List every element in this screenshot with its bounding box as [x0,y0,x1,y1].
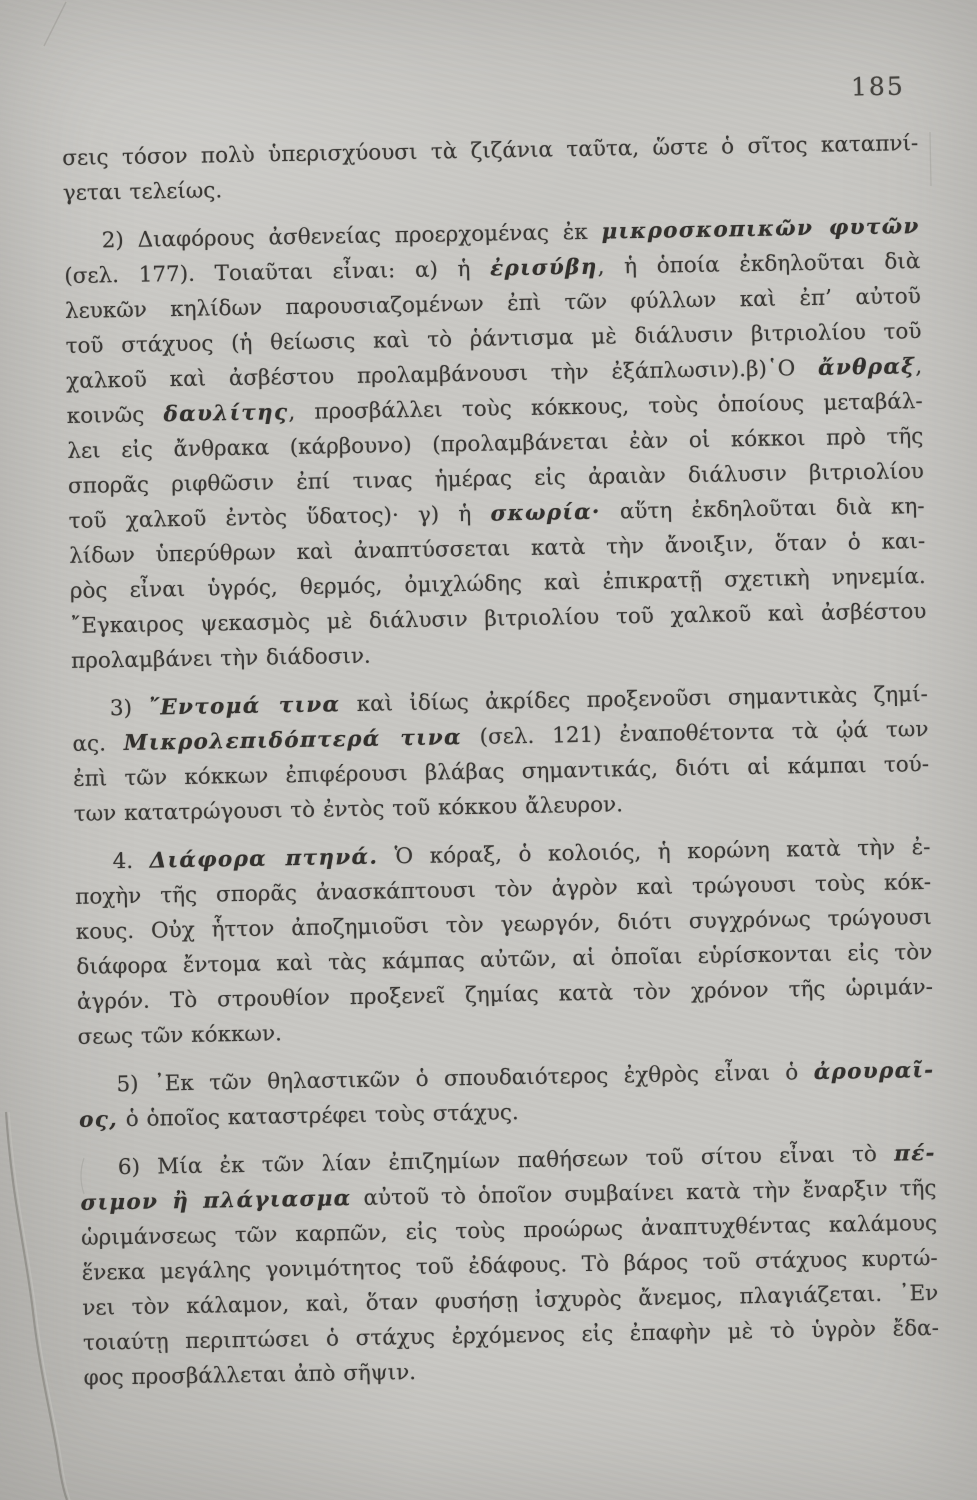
emphasized-text: ἄνθραξ [817,354,916,381]
body-text: λευκῶν κηλίδων παρουσιαζομένων ἐπὶ τῶν φύλλων καὶ ἐπ’ αὐτοῦ [64,284,922,324]
body-text: ὡριμάνσεως τῶν καρπῶν, εἰς τοὺς προώρως ἀναπτυχθέντας καλάμους [80,1210,938,1251]
body-text: , ἡ ὁποία ἐκδηλοῦται διὰ [597,249,921,280]
body-text: 2) Διαφόρους ἀσθενείας προερχομένας ἐκ [101,219,602,254]
body-text: ἀγρόν. Τὸ στρουθίον προξενεῖ ζημίας κατὰ τὸν χρόνον τῆς ὡριμάν- [76,974,934,1015]
emphasized-text: μικροσκοπικῶν φυτῶν [601,214,920,245]
body-text: (σελ. 121) ἐναποθέτοντα τὰ ᾠά των [461,716,929,751]
top-left-mark [44,2,66,46]
paragraph [80,1136,940,1396]
body-text: ῎Εγκαιρος ψεκασμὸς μὲ διάλυσιν βιτριολίου τοῦ χαλκοῦ καὶ ἀσβέστου [70,598,927,639]
page-number: 185 [850,71,905,102]
crease-highlight [9,1112,70,1500]
body-text: προλαμβάνει τὴν διάδοσιν. [70,643,371,674]
body-text: αὐτοῦ τὸ ὁποῖον συμβαίνει κατὰ τὴν ἔναρξιν τῆς [351,1175,937,1212]
body-text: (σελ. 177). Τοιαῦται εἶναι: α) ἡ [64,256,491,289]
body-text: κοινῶς [66,402,164,429]
body-text: τοῦ χαλκοῦ ἐντὸς ὕδατος)· γ) ἡ [68,501,491,534]
body-text: 4. [112,848,150,875]
body-text: ἐπὶ τῶν κόκκων ἐπιφέρουσι βλάβας σημαντικάς, διότι αἱ κάμπαι τού- [72,751,930,792]
body-text: τοῦ στάχυος (ἡ θείωσις καὶ τὸ ῥάντισμα μὲ διάλυσιν βιτριολίου τοῦ [65,319,922,359]
crease-line [6,1112,67,1500]
body-text: 5) ᾿Εκ τῶν θηλαστικῶν ὁ σπουδαιότερος ἐχθρὸς εἶναι ὁ [116,1060,814,1098]
emphasized-text: σκωρία· [490,499,601,527]
emphasized-text: ῎Εντομά τινα [148,692,341,721]
paragraph [74,830,934,1055]
body-text: διάφορα ἔντομα καὶ τὰς κάμπας αὐτῶν, αἱ ὁποῖαι εὑρίσκονται εἰς τὸν [76,939,933,980]
paragraph [63,209,927,679]
emphasized-text: σιμον ἢ πλάγιασμα [80,1186,352,1216]
body-text: ρὸς εἶναι ὑγρός, θερμός, ὀμιχλώδης καὶ ἐπικρατῇ σχετικὴ νηνεμία. [69,563,926,604]
body-text: σεως τῶν κόκκων. [77,1021,283,1050]
body-text: ας. [72,731,124,757]
body-text: ὁ ὁποῖος καταστρέφει τοὺς στάχυς. [117,1100,519,1133]
body-text: , προσβάλλει τοὺς κόκκους, τοὺς ὁποίους μεταβάλ- [288,389,923,426]
body-text: αὕτη ἐκδηλοῦται διὰ κη- [600,494,925,525]
body-text: σπορᾶς ριφθῶσιν ἐπί τινας ἡμέρας εἰς ἀραιὰν διάλυσιν βιτριολίου [67,459,925,499]
body-text: λει εἰς ἄνθρακα (κάρβουνο) (προλαμβάνεται ἐὰν οἱ κόκκοι πρὸ τῆς [67,424,924,464]
body-text: , [915,354,923,380]
body-text: ποχὴν τῆς σπορᾶς ἀνασκάπτουσι τὸν ἀγρὸν καὶ τρώγουσι τοὺς κόκ- [74,869,932,910]
body-text: Ὁ κόραξ, ὁ κολοιός, ἡ κορώνη κατὰ τὴν ἐ- [377,834,931,870]
body-text: των κατατρώγουσι τὸ ἐντὸς τοῦ κόκκου ἄλευρον. [73,792,624,827]
emphasized-text: Διάφορα πτηνά. [149,844,379,874]
emphasized-text: ἀρουραῖ- [813,1057,935,1086]
right-margin-mark [930,132,931,186]
emphasized-text: δαυλίτης [163,400,289,428]
body-text: κους. Οὐχ ἧττον ἀποζημιοῦσι τὸν γεωργόν, διότι συγχρόνως τρώγουσι [75,904,932,945]
page-text [62,126,940,1396]
paragraph [62,126,919,211]
body-text: χαλκοῦ καὶ ἀσβέστου προλαμβάνουσι τὴν ἐξάπλωσιν).β)῾Ο [65,355,819,394]
body-text: λίδων ὑπερύθρων καὶ ἀναπτύσσεται κατὰ τὴν ἄνοιξιν, ὅταν ὁ και- [69,528,926,569]
body-text: καὶ ἰδίως ἀκρίδες προξενοῦσι σημαντικὰς ζημί- [340,681,929,718]
emphasized-text: ἐρισύβη [489,254,598,282]
emphasized-text: πέ- [893,1140,937,1167]
emphasized-text: Μικρολεπιδόπτερά τινα [123,725,463,757]
body-text: νει τὸν κάλαμον, καὶ, ὅταν φυσήσῃ ἰσχυρὸς ἄνεμος, πλαγιάζεται. ᾿Εν [82,1280,939,1321]
emphasized-text: ος, [78,1107,119,1133]
body-text: 6) Μία ἐκ τῶν λίαν ἐπιζημίων παθήσεων τοῦ σίτου εἶναι τὸ [117,1141,895,1181]
paragraph [72,677,930,832]
body-text: φος προσβάλλεται ἀπὸ σῆψιν. [83,1360,417,1391]
body-text: τοιαύτῃ περιπτώσει ὁ στάχυς ἐρχόμενος εἰς ἐπαφὴν μὲ τὸ ὑγρὸν ἔδα- [82,1315,940,1356]
paragraph [78,1053,935,1138]
body-text: ἕνεκα μεγάλης γονιμότητος τοῦ ἐδάφους. Τὸ βάρος τοῦ στάχυος κυρτώ- [81,1245,938,1286]
body-text: σεις τόσον πολὺ ὑπερισχύουσι τὰ ζιζάνια ταῦτα, ὥστε ὁ σῖτος καταπνί- [62,131,919,171]
body-text: γεται τελείως. [62,178,223,206]
body-text: 3) [109,695,149,722]
